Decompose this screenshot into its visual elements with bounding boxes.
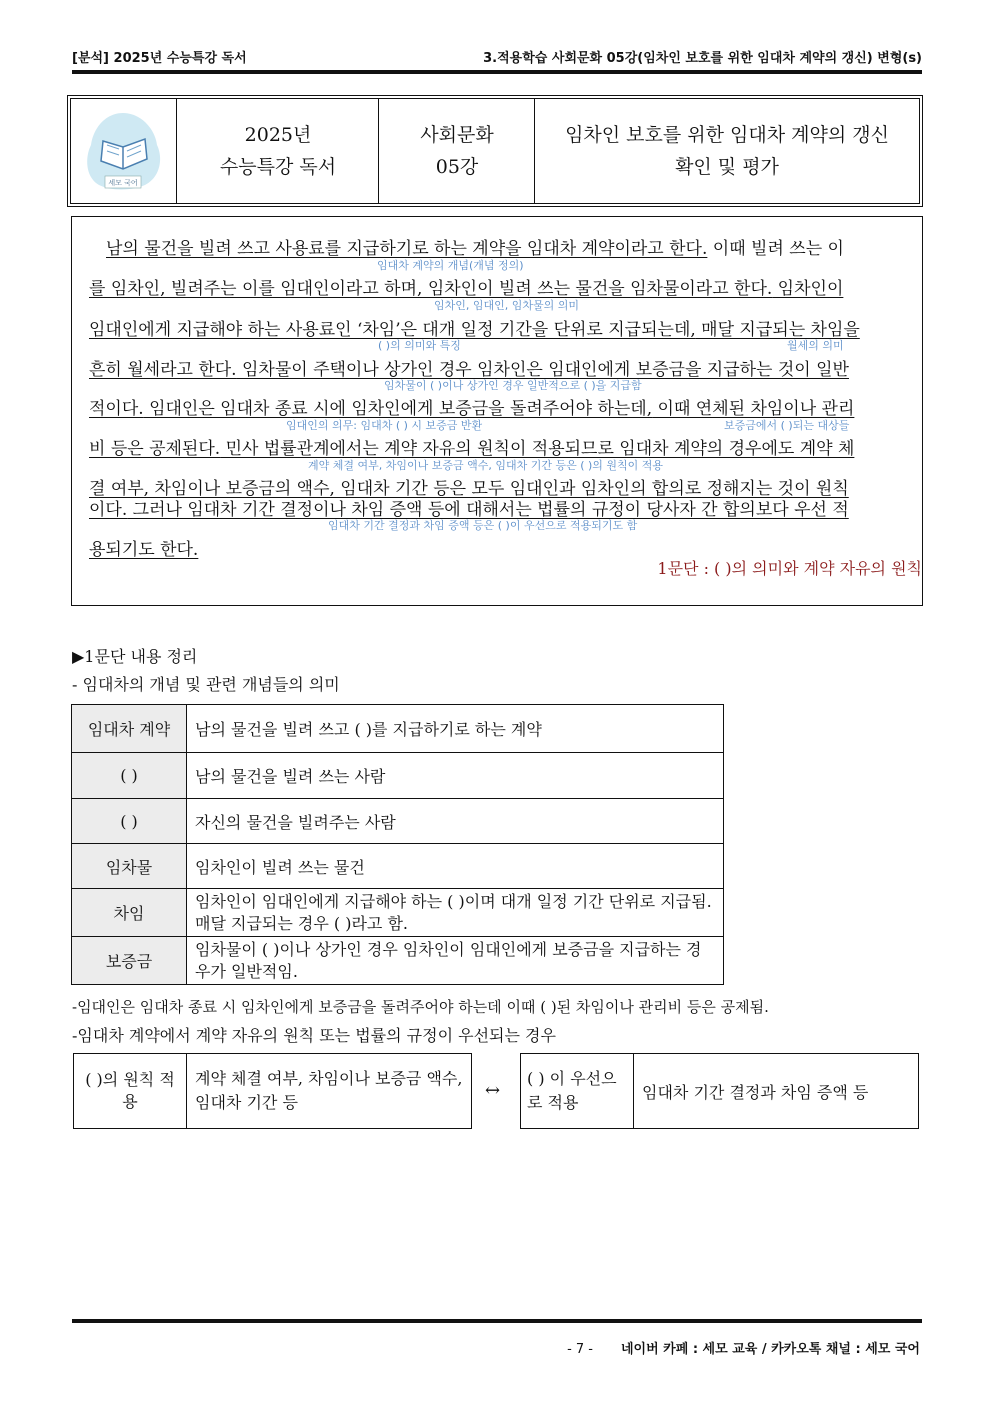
- summary-line1: -임대인은 임대차 종료 시 임차인에게 보증금을 돌려주어야 하는데 이때 ( )된 차임이나 관리비 등은 공제됨.: [72, 998, 769, 1016]
- principle-value: 계약 체결 여부, 차임이나 보증금 액수, 임대차 기간 등: [187, 1054, 472, 1129]
- header-right: 3.적용학습 사회문화 05강(임차인 보호를 위한 임대차 계약의 갱신) 변형(s): [483, 51, 922, 66]
- table-key: ( ): [72, 799, 187, 844]
- passage-line-1: [106, 234, 844, 259]
- table-row: [72, 937, 724, 985]
- annotation: 임대인의 의무: 임대차 ( ) 시 보증금 반환: [286, 419, 483, 432]
- law-table: [520, 1053, 919, 1129]
- table-key: ( ): [72, 753, 187, 799]
- page-header: [72, 45, 922, 69]
- logo: [71, 99, 176, 203]
- principle-key: ( )의 원칙 적용: [74, 1054, 187, 1129]
- principle-table: [73, 1053, 472, 1129]
- annotation: 임대차 기간 결정과 차임 증액 등은 ( )이 우선으로 적용되기도 함: [328, 519, 638, 532]
- annotation: 월세의 의미: [787, 339, 844, 352]
- footer-text: 네이버 카페 : 세모 교육 / 카카오톡 채널 : 세모 국어: [620, 1342, 920, 1357]
- footer-rule: [72, 1319, 922, 1323]
- sentence-underlined: 임대인은 임대차 종료 시에 임차인에게 보증금을 돌려주어야 하는데,: [143, 399, 653, 419]
- passage-line-6: [89, 434, 854, 459]
- book-logo-icon: [71, 99, 176, 203]
- unit-line2: 05강: [435, 156, 479, 178]
- concept-table: [71, 704, 724, 985]
- law-key: ( ) 이 우선으로 적용: [521, 1054, 634, 1129]
- table-row: [72, 799, 724, 844]
- sentence-plain: 이때 빌려 쓰는 이: [707, 239, 844, 259]
- table-value: 자신의 물건을 빌려주는 사람: [187, 799, 724, 844]
- sentence-underlined: 남의 물건을 빌려 쓰고 사용료를 지급하기로 하는 계약을 임대차 계약이라고 한다.: [106, 239, 708, 259]
- sentence-underlined: 임대인에게 지급해야 하는 사용료인 ‘차임’은 대개 일정 기간을 단위로 지급되는데,: [89, 320, 696, 340]
- unit-line1: 사회문화: [420, 124, 494, 146]
- table-value: 남의 물건을 빌려 쓰고 ( )를 지급하기로 하는 계약: [187, 705, 724, 753]
- header-left: [분석] 2025년 수능특강 독서: [72, 51, 247, 66]
- sentence-underlined: 흔히 월세라고 한다.: [89, 360, 237, 380]
- passage-line-2: [89, 274, 843, 299]
- table-row: [72, 889, 724, 937]
- topic-line1: 임차인 보호를 위한 임대차 계약의 갱신: [565, 124, 889, 146]
- annotation: 보증금에서 ( )되는 대상들: [724, 419, 850, 432]
- sentence-underlined: 민사 법률관계에서는 계약 자유의 원칙이 적용되므로 임대차 계약의 경우에도 계약 체: [220, 439, 855, 459]
- table-value: 임차인이 빌려 쓰는 물건: [187, 844, 724, 889]
- sentence-underlined: 결 여부, 차임이나 보증금의 액수, 임대차 기간 등은 모두 임대인과 임차인의 합의로 정해지는 것이 원칙: [89, 479, 849, 499]
- passage-line-9: [89, 535, 198, 560]
- book-line2: 수능특강 독서: [219, 156, 337, 178]
- sentence-underlined: 이다.: [89, 500, 128, 520]
- annotation: 계약 체결 여부, 차임이나 보증금 액수, 임대차 기간 등은 ( )의 원칙이 적용: [308, 459, 664, 472]
- table-key: 차임: [72, 889, 187, 937]
- table-key: 보증금: [72, 937, 187, 985]
- law-value: 임대차 기간 결정과 차임 증액 등: [634, 1054, 919, 1129]
- table-row: [521, 1054, 919, 1129]
- passage-box: [71, 216, 923, 606]
- title-box: [70, 98, 920, 204]
- sentence-underlined: 비 등은 공제된다.: [89, 439, 221, 459]
- topic-line2: 확인 및 평가: [675, 156, 779, 178]
- annotation: 임대차 계약의 개념(개념 정의): [377, 259, 524, 272]
- table-row: [72, 705, 724, 753]
- sentence-underlined: 이때 연체된 차임이나 관리: [652, 399, 855, 419]
- table-value: 임차물이 ( )이나 상가인 경우 임차인이 임대인에게 보증금을 지급하는 경우가 일반적임.: [187, 937, 724, 985]
- sentence-underlined: 임차물이 주택이나 상가인 경우 임차인은 임대인에게 보증금을 지급하는 것이 일반: [236, 360, 849, 380]
- logo-text: 세모 국어: [108, 179, 138, 187]
- table-key: 임대차 계약: [72, 705, 187, 753]
- page-number: - 7 -: [567, 1342, 593, 1357]
- page-footer: [567, 1338, 920, 1357]
- topic-cell: [534, 99, 919, 203]
- sentence-underlined: 임차인이: [772, 279, 844, 299]
- paragraph-title: 1문단 : ( )의 의미와 계약 자유의 원칙: [657, 559, 922, 578]
- table-row: [72, 753, 724, 799]
- summary-heading: ▶1문단 내용 정리: [72, 647, 198, 666]
- sentence-underlined: 적이다.: [89, 399, 144, 419]
- sentence-underlined: 를 임차인, 빌려주는 이를 임대인이라고 하며, 임차인이 빌려 쓰는 물건을 임차물이라고 한다.: [89, 279, 773, 299]
- passage-line-5: [89, 394, 854, 419]
- book-line1: 2025년: [244, 124, 312, 146]
- annotation: 임차인, 임대인, 임차물의 의미: [434, 299, 579, 312]
- table-value: 남의 물건을 빌려 쓰는 사람: [187, 753, 724, 799]
- summary-line2: -임대차 계약에서 계약 자유의 원칙 또는 법률의 규정이 우선되는 경우: [72, 1026, 556, 1045]
- summary-sub1: - 임대차의 개념 및 관련 개념들의 의미: [72, 675, 340, 694]
- book-cell: [176, 99, 379, 203]
- sentence-underlined: 용되기도 한다.: [89, 540, 199, 560]
- sentence-underlined: 매달 지급되는 차임을: [695, 320, 860, 340]
- annotation: ( )의 의미와 특징: [378, 339, 461, 352]
- passage-line-3: [89, 315, 860, 340]
- table-value: 임차인이 임대인에게 지급해야 하는 ( )이며 대개 일정 기간 단위로 지급됨. 매달 지급되는 경우 ( )라고 함.: [187, 889, 724, 937]
- table-row: [74, 1054, 472, 1129]
- double-arrow-icon: ↔: [485, 1080, 501, 1101]
- table-key: 임차물: [72, 844, 187, 889]
- sentence-underlined: 그러나 임대차 기간 결정이나 차임 증액 등에 대해서는 법률의 규정이 당사자 간 합의보다 우선 적: [127, 500, 849, 520]
- header-rule: [72, 70, 922, 74]
- table-row: [72, 844, 724, 889]
- annotation: 임차물이 ( )이나 상가인 경우 일반적으로 ( )을 지급함: [384, 379, 642, 392]
- unit-cell: [378, 99, 535, 203]
